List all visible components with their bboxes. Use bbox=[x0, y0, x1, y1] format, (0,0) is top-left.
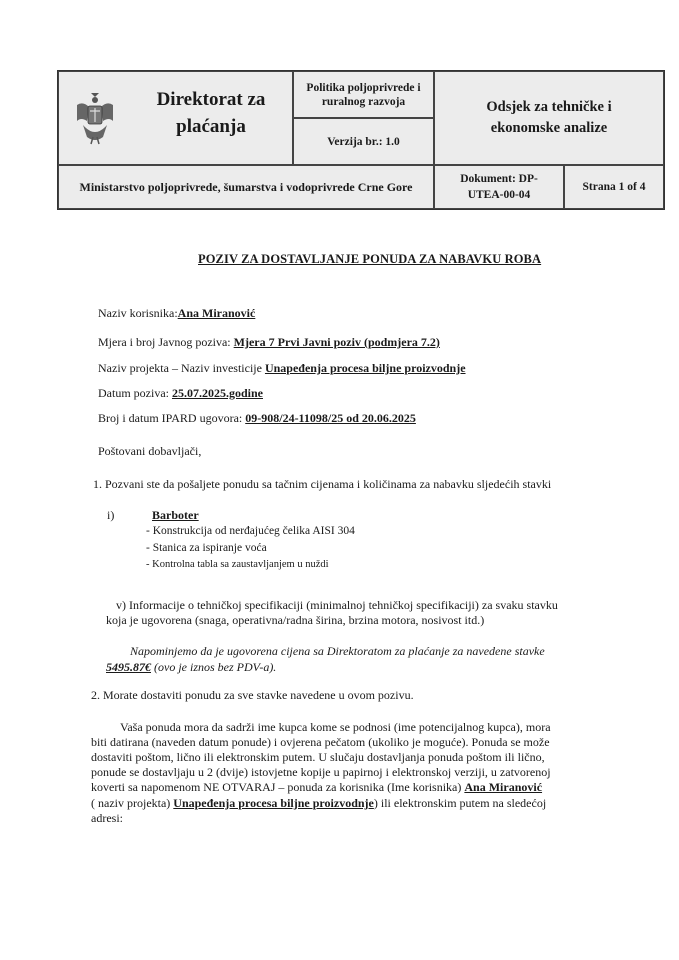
paragraph-text: ( naziv projekta) bbox=[91, 796, 174, 810]
coat-of-arms-icon bbox=[73, 91, 117, 145]
info-v-line2: koja je ugovorena (snaga, operativna/radna širina, brzina motora, nosivost itd.) bbox=[106, 613, 485, 627]
project-label: Naziv projekta – Naziv investicije bbox=[98, 361, 265, 375]
contract-line bbox=[98, 411, 416, 426]
product-name: Barboter bbox=[152, 508, 199, 522]
note-line1: Napominjemo da je ugovorena cijena sa Direktoratom za plaćanje za navedene stavke bbox=[130, 644, 545, 658]
paragraph-text: ) ili elektronskim putem na sledećoj bbox=[373, 796, 547, 810]
department-cell bbox=[434, 71, 664, 165]
paragraph-user-name: Ana Miranović bbox=[464, 780, 543, 794]
user-line bbox=[98, 306, 255, 321]
paragraph-line: adresi: bbox=[91, 811, 123, 825]
info-v-line1: v) Informacije o tehničkoj specifikaciji (minimalnoj tehničkoj specifikaciji) za svaku stavku bbox=[116, 598, 558, 612]
document-title: POZIV ZA DOSTAVLJANJE PONUDA ZA NABAVKU ROBA bbox=[198, 252, 542, 266]
date-label: Datum poziva: bbox=[98, 386, 172, 400]
paragraph-text: koverti sa napomenom NE OTVARAJ – ponuda za korisnika (Ime korisnika) bbox=[91, 780, 465, 794]
item-1-text: 1. Pozvani ste da pošaljete ponudu sa tačnim cijenama i količinama za nabavku sljedećih stavki bbox=[93, 477, 552, 491]
header-table bbox=[57, 70, 665, 210]
version-text: Verzija br.: 1.0 bbox=[327, 135, 400, 148]
contract-label: Broj i datum IPARD ugovora: bbox=[98, 411, 246, 425]
greeting: Poštovani dobavljači, bbox=[98, 444, 202, 458]
user-value: Ana Miranović bbox=[177, 306, 256, 320]
note-line2 bbox=[106, 660, 276, 675]
note-price: 5495.87€ bbox=[106, 660, 151, 674]
product-spec: - Stanica za ispiranje voća bbox=[146, 542, 267, 554]
page-cell bbox=[564, 165, 664, 209]
policy-cell bbox=[293, 71, 434, 118]
measure-label: Mjera i broj Javnog poziva: bbox=[98, 335, 234, 349]
paragraph-line: Vaša ponuda mora da sadrži ime kupca kome se podnosi (ime potencijalnog kupca), mora bbox=[120, 720, 551, 734]
paragraph-project-name: Unapeđenja procesa biljne proizvodnje bbox=[173, 796, 374, 810]
project-line bbox=[98, 361, 466, 376]
version-cell bbox=[293, 118, 434, 165]
page-number: Strana 1 of 4 bbox=[582, 181, 646, 193]
paragraph-line bbox=[91, 796, 546, 811]
ministry-text: Ministarstvo poljoprivrede, šumarstva i vodoprivrede Crne Gore bbox=[79, 180, 413, 194]
item-2-text: 2. Morate dostaviti ponudu za sve stavke navedene u ovom pozivu. bbox=[91, 688, 414, 702]
project-value: Unapeđenja procesa biljne proizvodnje bbox=[264, 361, 466, 375]
list-marker: i) bbox=[107, 508, 115, 522]
org-name: Direktorat za plaćanja bbox=[156, 89, 266, 137]
ministry-cell bbox=[58, 165, 434, 209]
user-label: Naziv korisnika: bbox=[98, 306, 178, 320]
paragraph-line: ponude se dostavljaju u 2 (dvije) istovjetne kopije u papirnoj i elektronskoj verziji, u zatvorenoj bbox=[91, 765, 551, 779]
measure-value: Mjera 7 Prvi Javni poziv (podmjera 7.2) bbox=[233, 335, 440, 349]
paragraph-line: biti datirana (naveden datum ponude) i ovjerena pečatom (ukoliko je moguće). Ponuda se može bbox=[91, 735, 550, 749]
department-text: Odsjek za tehničke i ekonomske analize bbox=[486, 99, 612, 136]
date-line bbox=[98, 386, 263, 401]
paragraph-line: dostaviti poštom, lično ili elektronskim putem. U slučaju dostavljanja ponuda poštom ili lično, bbox=[91, 750, 545, 764]
contract-value: 09-908/24-11098/25 od 20.06.2025 bbox=[245, 411, 416, 425]
paragraph-line bbox=[91, 780, 542, 795]
product-spec: - Kontrolna tabla sa zaustavljanjem u nuždi bbox=[146, 559, 329, 570]
product-spec: - Konstrukcija od nerđajućeg čelika AISI 304 bbox=[146, 525, 355, 537]
logo-cell bbox=[58, 71, 293, 165]
note-rest: (ovo je iznos bez PDV-a). bbox=[151, 660, 277, 674]
document-text: Dokument: DP-UTEA-00-04 bbox=[460, 173, 538, 201]
measure-line bbox=[98, 335, 440, 350]
date-value: 25.07.2025.godine bbox=[171, 386, 263, 400]
policy-text: Politika poljoprivrede i ruralnog razvoja bbox=[306, 81, 421, 108]
document-cell bbox=[434, 165, 564, 209]
